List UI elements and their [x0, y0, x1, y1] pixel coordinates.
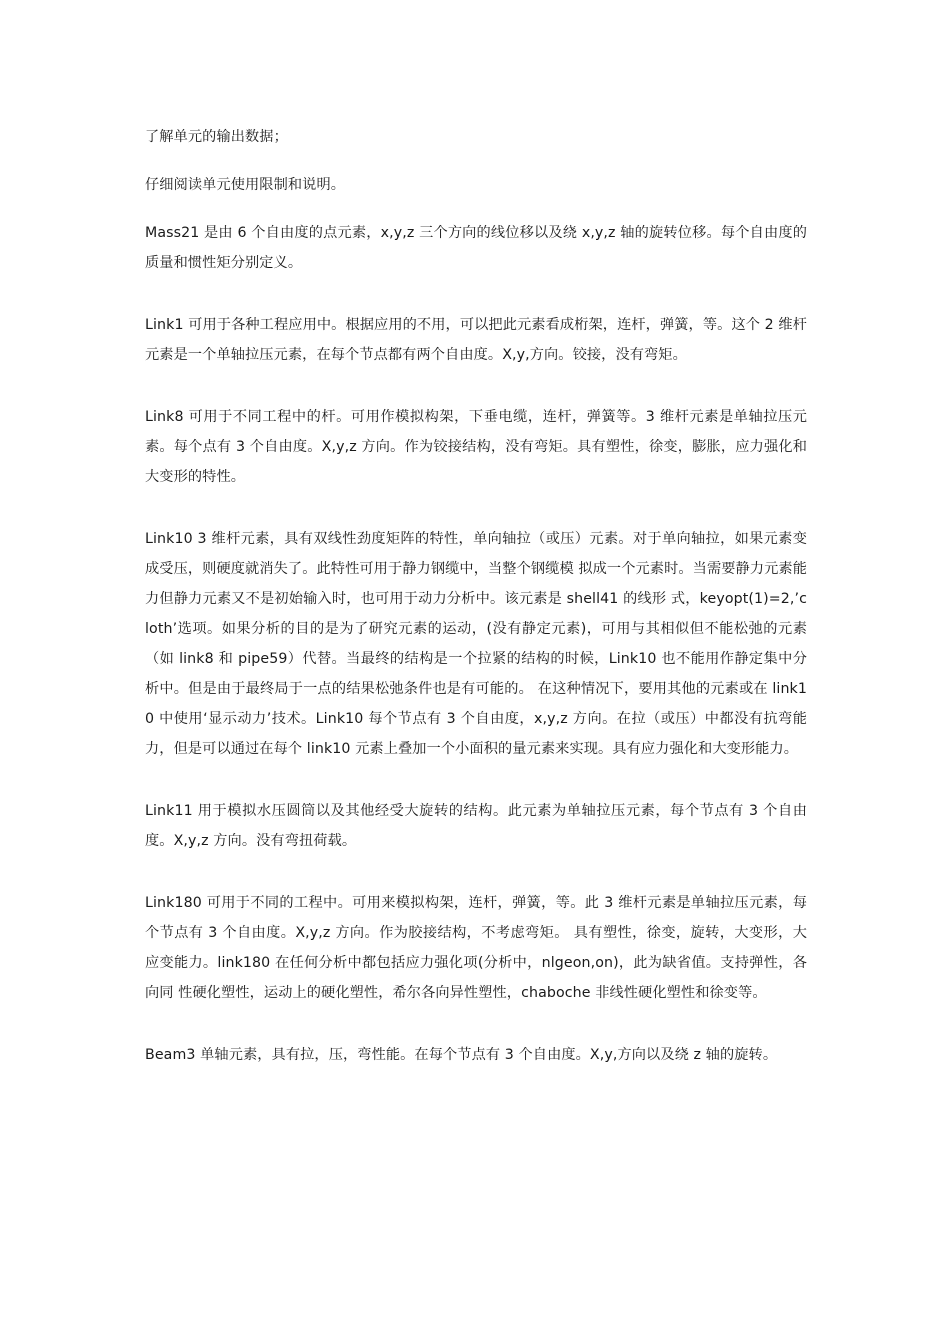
paragraph-link8: Link8 可用于不同工程中的杆。可用作模拟构架，下垂电缆，连杆，弹簧等。3 维杆元素是单轴拉压元素。每个点有 3 个自由度。X,y,z 方向。作为铰接结构，没有弯矩。具有塑性，徐变，膨胀，应力强化和大变形的特性。: [145, 409, 807, 485]
paragraph-link1: Link1 可用于各种工程应用中。根据应用的不用，可以把此元素看成桁架，连杆，弹簧，等。这个 2 维杆元素是一个单轴拉压元素，在每个节点都有两个自由度。X,y,方向。铰接，没有弯矩。: [145, 317, 807, 363]
document-body: [145, 122, 807, 1070]
paragraph-output-data: 了解单元的输出数据；: [145, 129, 288, 145]
paragraph-link11: Link11 用于模拟水压圆筒以及其他经受大旋转的结构。此元素为单轴拉压元素，每个节点有 3 个自由度。X,y,z 方向。没有弯扭荷载。: [145, 803, 807, 849]
paragraph-link180: Link180 可用于不同的工程中。可用来模拟构架，连杆，弹簧，等。此 3 维杆元素是单轴拉压元素，每个节点有 3 个自由度。X,y,z 方向。作为胶接结构，不考虑弯矩。 具有塑性，徐变，旋转，大变形，大应变能力。link180 在任何分析中都包括应力强化项(分析中，nlgeon,on)，此为缺省值。支持弹性，各向同 性硬化塑性，运动上的硬化塑性，希尔各向异性塑性，chaboche 非线性硬化塑性和徐变等。: [145, 895, 807, 1001]
paragraph-beam3: Beam3 单轴元素，具有拉，压，弯性能。在每个节点有 3 个自由度。X,y,方向以及绕 z 轴的旋转。: [145, 1047, 778, 1063]
paragraph-usage-notes: 仔细阅读单元使用限制和说明。: [145, 177, 346, 193]
paragraph-mass21: Mass21 是由 6 个自由度的点元素，x,y,z 三个方向的线位移以及绕 x,y,z 轴的旋转位移。每个自由度的质量和惯性矩分别定义。: [145, 225, 807, 271]
paragraph-link10: Link10 3 维杆元素，具有双线性劲度矩阵的特性，单向轴拉（或压）元素。对于单向轴拉，如果元素变成受压，则硬度就消失了。此特性可用于静力钢缆中，当整个钢缆模 拟成一个元素时。当需要静力元素能力但静力元素又不是初始输入时，也可用于动力分析中。该元素是 shell41 的线形 式，keyopt(1)=2,’cloth’选项。如果分析的目的是为了研究元素的运动，(没有静定元素)，可用与其相似但不能松弛的元素（如 link8 和 pipe59）代替。当最终的结构是一个拉紧的结构的时候，Link10 也不能用作静定集中分析中。但是由于最终局于一点的结果松弛条件也是有可能的。 在这种情况下，要用其他的元素或在 link10 中使用‘显示动力’技术。Link10 每个节点有 3 个自由度，x,y,z 方向。在拉（或压）中都没有抗弯能 力，但是可以通过在每个 link10 元素上叠加一个小面积的量元素来实现。具有应力强化和大变形能力。: [145, 531, 807, 757]
